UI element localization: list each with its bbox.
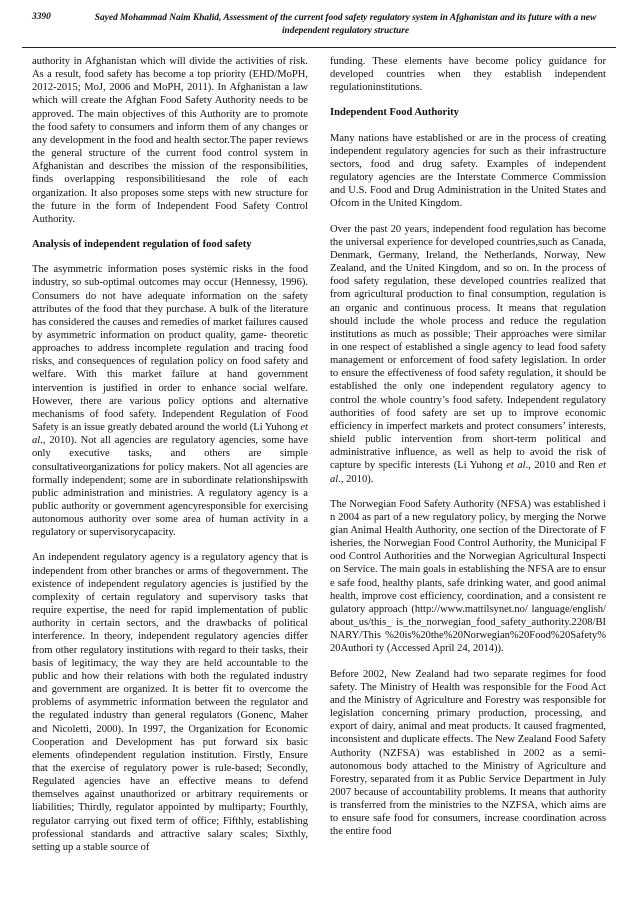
left-column	[32, 55, 308, 866]
paragraph-new-zealand: Before 2002, New Zealand had two separate regimes for food safety. The Ministry of Health was responsible for the Food Act and the Ministry of Agriculture and Forestry was responsible for legislation concerning primary production, processing, and export of dairy, animal and meat products. It caused fragmented, inconsistent and duplicate effects. The New Zealand Food Safety Authority (NZFSA) was established in 2002 as a semi-autonomous body attached to the Ministry of Agriculture and Forestry, separated from it as Public Service Department in July 2007 because of accountability problems. It means that authority is transferred from the ministries to the NZFSA, which aims are to ensure safe food for consumers, increase coordination across the entire food	[330, 668, 606, 838]
paragraph-norwegian-nfsa: The Norwegian Food Safety Authority (NFSA) was established in 2004 as part of a new regulatory policy, by merging the Norwegian Animal Health Authority, one section of the Directorate of Fisheries, the Norwegian Food Control Authority, the Municipal Food Control Authorities and the Norwegian Agricultural Inspection Service. The main goals in establishing the NFSA are to ensure safe food, healthy plants, safe drinking water, and good animal health, improve cost efficiency, coordination, and a consistent regulatory approach (http://www.mattilsynet.no/ language/english/about_us/this_ is_the_norwegian_food_safety_authority.2208/BINARY/This %20is%20the%20Norwegian%20Food%20Safety%20Authori ty (Accessed April 24, 2014)).	[330, 498, 606, 655]
text-run: Over the past 20 years, independent food regulation has become the universal experience for developed countries,such as Canada, Denmark, Germany, Ireland, the Netherlands, Norway, New Zealand, and the United Kingdom, and so on. In the process of food safety regulation, these developed countries realized that from agricultural production to final consumption, regulation is an organic and continuous process. It means that regulation should include the whole process and reduce the regulation institutions as much as possible; Their approaches were similar in one respect of established a single agency to lead food safety management or enforcement of food safety legislation. In order to ensure the effectiveness of food safety regulation, it should be established the only one independent regulatory agency to control the whole country’s food safety. Independent regulatory authorities of food safety are set up to improve economic efficiency in imperfect markets and protect consumers’ interests, shield public intervention from short-term political and administrative influence, as well as help to avoid the risk of capture by specific interests (Li Yuhong	[330, 223, 606, 472]
page-number: 3390	[32, 12, 51, 22]
et-al: et al	[506, 460, 526, 472]
text-run: ., 2010). Not all agencies are regulatory agencies, some have only executive tasks, and others are simple consultativeorganizations for policy makers. Not all agencies are formally independent; some are in subordinate relationshipswith public administration and ministries. A regulatory agency is a public authority or government agencyresponsible for exercising autonomous authority over some area of human activity in a regulatory or supervisorycapacity.	[32, 435, 308, 539]
paragraph-nations-agencies: Many nations have established or are in the process of creating independent regulatory agencies for such as their infrastructure sectors, food and drug safety. Examples of independent regulatory agencies are the Interstate Commerce Commission and U.S. Food and Drug Administration in the United States and Ofcom in the United Kingdom.	[330, 132, 606, 210]
text-run: ., 2010).	[338, 473, 374, 485]
header-divider	[22, 47, 616, 48]
text-run: The asymmetric information poses systemic risks in the food industry, so sub-optimal outcomes may occur (Hennessy, 1996). Consumers do not have adequate information on the safety attributes of the food that they purchase. A bulk of the literature has considered the causes and remedies of market failures caused by asymmetric information on product quality, game- theoretic approaches to address incomplete regulation and tracing food risks, and consequences of regulation policy on food safety and welfare. With this market failure at hand government intervention is justified in order to enhance social welfare. However, there are various policy options and alternative mechanisms of food safety. Independent Regulation of Food Safety is an issue greatly debated around the world (Li Yuhong	[32, 264, 308, 434]
page-header	[22, 4, 616, 48]
paragraph-intro-continued: authority in Afghanistan which will divide the activities of risk. As a result, food safety has become a top priority (EHD/MoPH, 2012-2015; MoJ, 2006 and MoPH, 2011). In Afghanistan a law which will create the Afghan Food Safety Authority needs to be approved. The main objectives of this Authority are to promote the food safety to consumers and inform them of any changes or any development in the food and health sector.The paper reviews the general structure of the current food control system in Afghanistan and describes the mission of the responsibilities, finds overlapping responsibilitiesand the role of each organization. It also proposes some steps with new structure for the future in the form of Independent Food Safety Control Authority.	[32, 56, 308, 225]
text-run: ., 2010 and Ren	[525, 460, 599, 472]
running-title: Sayed Mohammad Naim Khalid, Assessment of the current food safety regulatory system in Afghanistan and its future with a new independent regulatory structure	[94, 13, 597, 36]
section-heading-independent-food-authority: Independent Food Authority	[330, 107, 459, 119]
right-column	[330, 55, 606, 851]
paragraph-asymmetric-information	[32, 263, 308, 539]
et-al: et al	[330, 460, 607, 485]
paragraph-past-20-years	[330, 223, 606, 486]
section-heading-analysis: Analysis of independent regulation of food safety	[32, 239, 252, 251]
et-al: et al	[32, 422, 308, 447]
paragraph-independent-agency: An independent regulatory agency is a regulatory agency that is independent from other branches or arms of thegovernment. The existence of independent regulatory agencies is justified by the complexity of certain regulatory and supervisory tasks that require expertise, the need for rapid implementation of public authority in certain sectors, and the drawbacks of political interference. In theory, independent regulatory agencies differ from other regulatory institutions with regard to their tasks, their basis of legitimacy, the way they are held accountable to the public and how their relations with both the regulated industry and government are organized. It is better fit to overcome the problems of asymmetric information between the regulator and the regulated industry than general regulators (Gonenc, Maher and Nicoletti, 2000). In 1997, the Organization for Economic Cooperation and Development has put forward six basic elements ofindependent regulation institution. Firstly, Ensure that the exercise of regulatory power is rule-based; Secondly, Regulated agencies have an effective means to defend themselves against unauthorized or arbitrary requirements or liabilities; Thirdly, regulator appointed by multiparty; Fourthly, regulator carrying out fixed term of office; Fifthly, establishing professional standards and attractive salary scales; Sixthly, setting up a stable source of	[32, 552, 308, 853]
paragraph-funding-continued: funding. These elements have become policy guidance for developed countries when they establish independent regulationinstitutions.	[330, 56, 606, 94]
